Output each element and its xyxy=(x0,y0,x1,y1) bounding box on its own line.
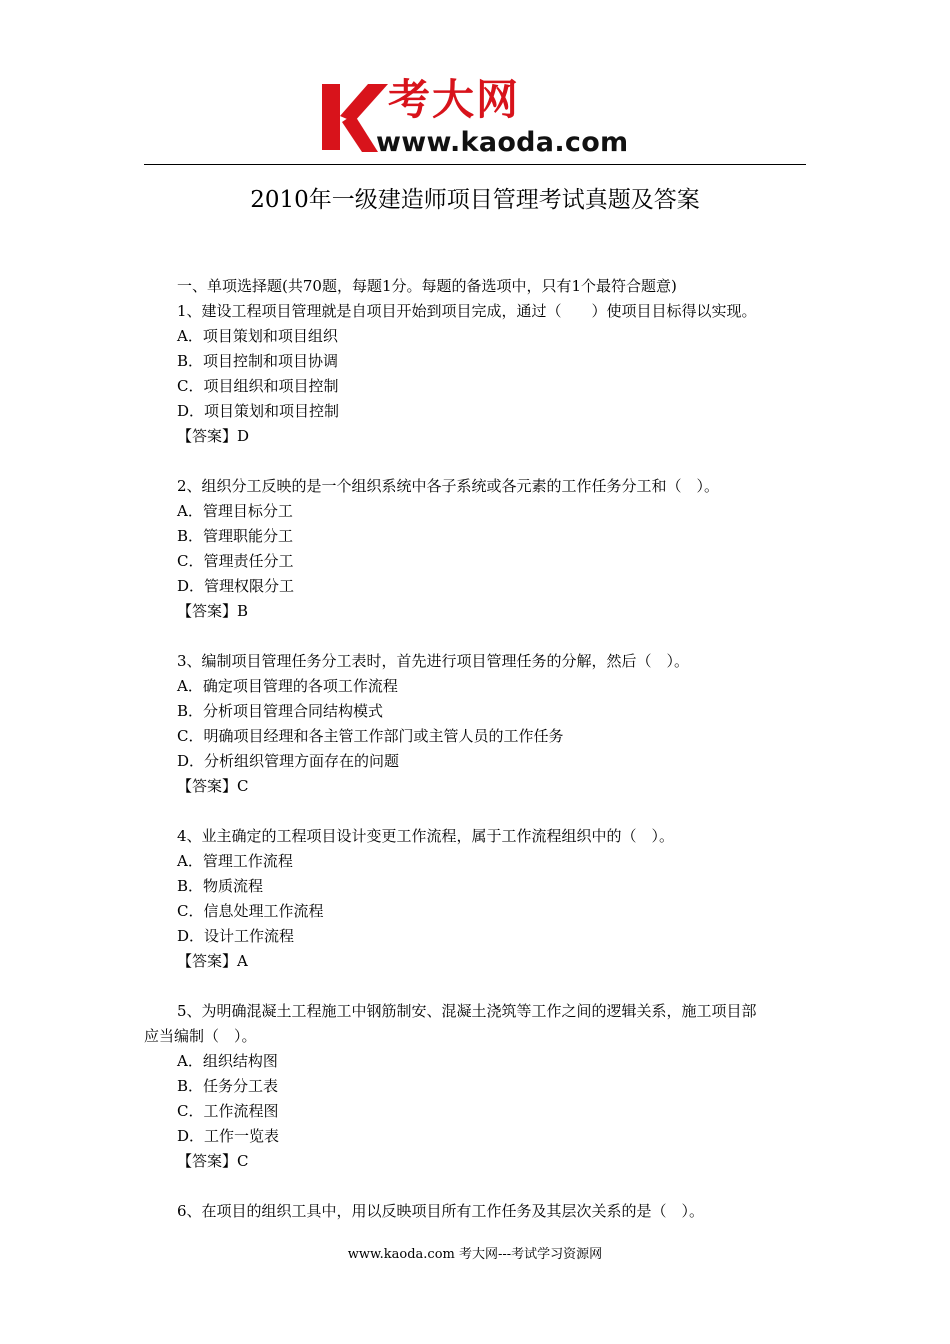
question-answer: 【答案】A xyxy=(177,952,248,970)
question-stem: 2、组织分工反映的是一个组织系统中各子系统或各元素的工作任务分工和（ ）。 xyxy=(177,477,720,495)
question-option: B．项目控制和项目协调 xyxy=(177,352,339,370)
question-option: B．分析项目管理合同结构模式 xyxy=(177,702,384,720)
question-stem: 5、为明确混凝土工程施工中钢筋制安、混凝土浇筑等工作之间的逻辑关系，施工项目部 xyxy=(177,1002,757,1020)
spacer xyxy=(144,449,808,474)
question-option: C．信息处理工作流程 xyxy=(177,902,324,920)
question-block xyxy=(144,1199,808,1224)
spacer xyxy=(144,799,808,824)
question-block xyxy=(144,474,808,624)
question-option: C．工作流程图 xyxy=(177,1102,279,1120)
logo-url-text: www.kaoda.com xyxy=(376,127,629,158)
question-stem: 4、业主确定的工程项目设计变更工作流程，属于工作流程组织中的（ ）。 xyxy=(177,827,675,845)
logo-brand-text: 考大网 xyxy=(388,75,521,124)
question-stem-continuation: 应当编制（ ）。 xyxy=(144,1027,257,1045)
question-stem: 1、建设工程项目管理就是自项目开始到项目完成，通过（ ）使项目目标得以实现。 xyxy=(177,302,757,320)
spacer xyxy=(144,974,808,999)
question-option: A．确定项目管理的各项工作流程 xyxy=(177,677,398,695)
spacer xyxy=(144,624,808,649)
question-answer: 【答案】D xyxy=(177,427,250,445)
question-option: D．管理权限分工 xyxy=(177,577,295,595)
question-option: A．管理目标分工 xyxy=(177,502,293,520)
document-title: 2010年一级建造师项目管理考试真题及答案 xyxy=(250,187,700,213)
section-heading: 一、单项选择题(共70题，每题1分。每题的备选项中，只有1个最符合题意) xyxy=(177,277,677,295)
question-option: D．项目策划和项目控制 xyxy=(177,402,340,420)
spacer xyxy=(144,1174,808,1199)
question-block xyxy=(144,649,808,799)
question-option: A．组织结构图 xyxy=(177,1052,278,1070)
page-footer: www.kaoda.com 考大网---考试学习资源网 xyxy=(347,1247,603,1262)
question-block xyxy=(144,299,808,449)
question-option: A．项目策划和项目组织 xyxy=(177,327,338,345)
site-logo[interactable] xyxy=(318,75,638,158)
question-answer: 【答案】B xyxy=(177,602,249,620)
question-block xyxy=(144,999,808,1174)
header-divider xyxy=(144,164,806,165)
question-option: C．明确项目经理和各主管工作部门或主管人员的工作任务 xyxy=(177,727,564,745)
question-option: C．项目组织和项目控制 xyxy=(177,377,339,395)
question-option: B．物质流程 xyxy=(177,877,264,895)
question-option: B．管理职能分工 xyxy=(177,527,294,545)
question-option: D．工作一览表 xyxy=(177,1127,280,1145)
question-answer: 【答案】C xyxy=(177,777,249,795)
question-block xyxy=(144,824,808,974)
question-option: D．分析组织管理方面存在的问题 xyxy=(177,752,400,770)
question-answer: 【答案】C xyxy=(177,1152,249,1170)
question-option: B．任务分工表 xyxy=(177,1077,279,1095)
question-stem: 3、编制项目管理任务分工表时，首先进行项目管理任务的分解，然后（ ）。 xyxy=(177,652,690,670)
question-stem: 6、在项目的组织工具中，用以反映项目所有工作任务及其层次关系的是（ ）。 xyxy=(177,1202,705,1220)
question-option: C．管理责任分工 xyxy=(177,552,294,570)
question-option: D．设计工作流程 xyxy=(177,927,295,945)
document-body xyxy=(144,274,808,1224)
question-option: A．管理工作流程 xyxy=(177,852,293,870)
